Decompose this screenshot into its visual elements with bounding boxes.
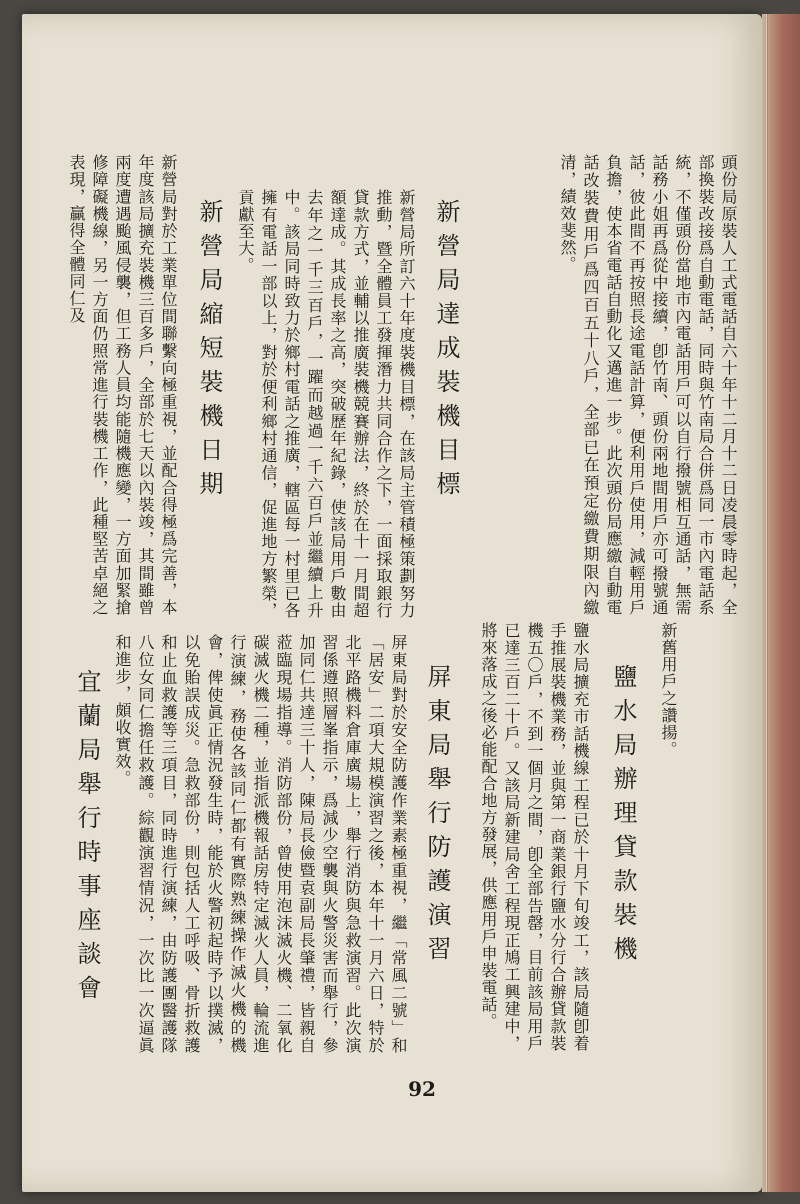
- xinying-shorten-body: 新營局對於工業單位間聯繫向極重視，並配合得極爲完善，本年度該局擴充裝機三百多戶，全部於七天以內裝竣，其間雖曾兩度遭遇颱風侵襲，但工務人員均能隨機應變，一方面加緊搶修障礙機線，另一方面仍照常進行裝機工作，此種堅苦卓絕之表現，贏得全體同仁及: [67, 154, 178, 616]
- document-page: [22, 14, 762, 1192]
- readers-praise-line: 新舊用戶之讚揚。: [659, 622, 678, 758]
- yilan-heading: 宜蘭局舉行時事座談會: [73, 669, 101, 1009]
- xinying-target-body: 新營局所訂六十年度裝機目標，在該局主管積極策劃努力推動，暨全體員工發揮潛力共同合作之下，一面採取銀行貸款方式，並輔以推廣裝機競賽辦法，終於在十一月間超額達成。其成長率之高，突破歷年紀錄，使該局用戶數由去年之一千三百戶，一躍而越過一千六百戶並繼續上升中。該局同時致力於鄉村電話之推廣，轄區每一村里已各擁有電話一部以上，對於便利鄉村通信，促進地方繁榮，貢獻至大。: [236, 189, 416, 619]
- toufen-paragraph: 頭份局原裝人工式電話自六十年十二月十二日凌晨零時起，全部換裝改接爲自動電話，同時與竹南局合併爲同一市內電話系統，不僅頭份當地市內電話用戶可以自行撥號相互通話，無需話務小姐再爲從中接續，卽竹南、頭份兩地間用戶亦可撥號通話，彼此間不再按照長途電話計算，便利用戶使用，減輕用戶負擔，使本省電話自動化又邁進一步。此次頭份局應繳自動電話改裝費用戶爲四百五十八戶，全部已在預定繳費期限內繳清，績效斐然。: [558, 154, 738, 616]
- xinying-shorten-heading: 新營局縮短裝機日期: [195, 199, 223, 505]
- yanshui-heading: 鹽水局辦理貸款裝機: [609, 664, 637, 970]
- xinying-target-heading: 新營局達成裝機目標: [432, 199, 460, 505]
- pingtung-body: 屏東局對於安全防護作業素極重視，繼「常風二號」和「居安」二項大規模演習之後，本年十一月六日，特於北平路機料倉庫廣場上，舉行消防與急救演習。此次演習係遵照層峯指示，爲減少空襲與火警災害而舉行，參加同仁共達三十人，陳局長儉暨袁副局長肇禮，皆親自蒞臨現場指導。消防部份，曾使用泡沫滅火機、二氧化碳滅火機二種，並指派機報話房特定滅火人員，輪流進行演練，務使各該同仁都有實際熟練操作滅火機的機會，俾使眞正情況發生時，能於火警初起時予以撲滅，以免貽誤成災。急救部份，則包括人工呼吸、骨折救護和止血救護等三項目，同時進行演練，由防護團醫護隊八位女同仁擔任救護。綜觀演習情況，一次比一次逼眞和進步，頗收實效。: [113, 634, 408, 1054]
- yanshui-body: 鹽水局擴充市話機線工程已於十月下旬竣工，該局隨卽着手推展裝機業務，並與第一商業銀行鹽水分行合辦貸款裝機五〇戶，不到一個月之間，卽全部告罄，目前該局用戶已達三百二十戶。又該局新建局舍工程現正鳩工興建中，將來落成之後必能配合地方發展，供應用戶申裝電話。: [479, 622, 590, 1052]
- book-binding-edge: [762, 14, 800, 1192]
- pingtung-heading: 屏東局舉行防護演習: [423, 664, 451, 970]
- page-number: 92: [408, 1077, 436, 1101]
